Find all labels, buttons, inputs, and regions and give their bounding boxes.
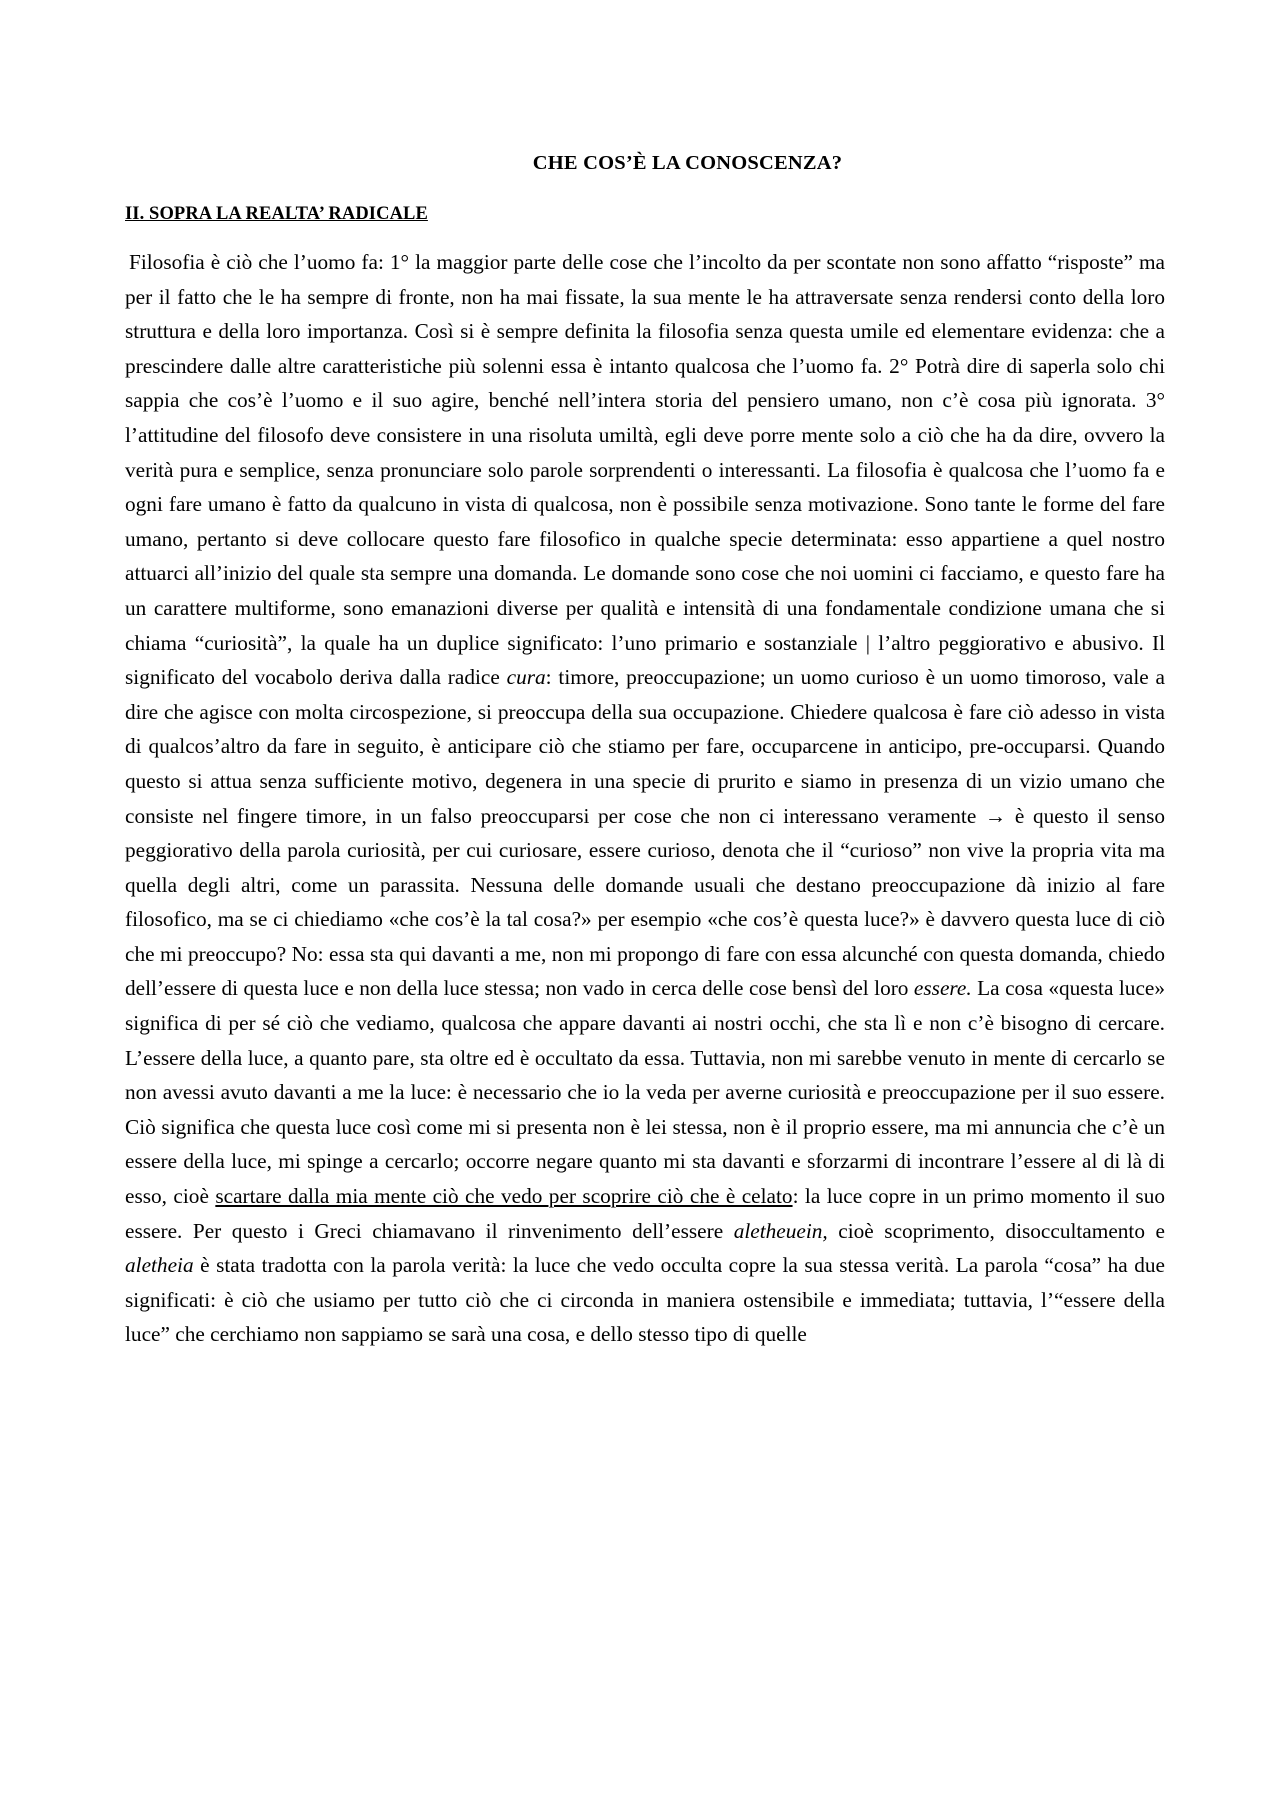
text-run: è questo il senso peggiorativo della parola curiosità, per cui curiosare, essere curioso, denota che il “curioso” non vive la propria vita ma quella degli altri, come un parassita. Nessuna delle domande usuali che destano preoccupazione dà inizio al fare filosofico, ma se ci chiediamo «che cos’è la tal cosa?» per esempio «che cos’è questa luce?» è davvero questa luce di ciò che mi preoccupo? No: essa sta qui davanti a me, non mi propongo di fare con essa alcunché con questa domanda, chiedo dell’essere di questa luce e non della luce stessa; non vado in cerca delle cose bensì del loro xyxy=(125,803,1165,1001)
body-paragraph xyxy=(125,245,1165,1352)
text-run: : timore, preoccupazione; un uomo curioso è un uomo timoroso, vale a dire che agisce con molta circospezione, si preoccupa della sua occupazione. Chiedere qualcosa è fare ciò adesso in vista di qualcos’altro da fare in seguito, è anticipare ciò che stiamo per fare, occuparcene in anticipo, pre-occuparsi. Quando questo si attua senza sufficiente motivo, degenera in una specie di prurito e siamo in presenza di un vizio umano che consiste nel fingere timore, in un falso preoccuparsi per cose che non ci interessano veramente xyxy=(125,665,1165,828)
italic-term-cura: cura xyxy=(506,665,546,690)
text-run: : la luce copre in un primo momento il suo essere. Per questo i Greci chiamavano il rinvenimento dell’essere xyxy=(125,1184,1165,1243)
italic-term-essere: essere. xyxy=(913,976,972,1001)
text-run: La cosa «questa luce» significa di per sé ciò che vediamo, qualcosa che appare davanti ai nostri occhi, che sta lì e non c’è bisogno di cercare. L’essere della luce, a quanto pare, sta oltre ed è occultato da essa. Tuttavia, non mi sarebbe venuto in mente di cercarlo se non avessi avuto davanti a me la luce: è necessario che io la veda per averne curiosità e preoccupazione per il suo essere. Ciò significa che questa luce così come mi si presenta non è lei stessa, non è il proprio essere, ma mi annuncia che c’è un essere della luce, mi spinge a cercarlo; occorre negare quanto mi sta davanti e sforzarmi di incontrare l’essere al di là di esso, cioè xyxy=(125,976,1165,1209)
page-title-text: CHE COS’È LA CONOSCENZA? xyxy=(532,152,843,174)
text-run: Filosofia è ciò che l’uomo fa: 1° la maggior parte delle cose che l’incolto da per scontate non sono affatto “risposte” ma per il fatto che le ha sempre di fronte, non ha mai fissate, la sua mente le ha attraversate senza rendersi conto della loro struttura e della loro importanza. Così si è sempre definita la filosofia senza questa umile ed elementare evidenza: che a prescindere dalle altre caratteristiche più solenni essa è intanto qualcosa che l’uomo fa. 2° Potrà dire di saperla solo chi sappia che cos’è l’uomo e il suo agire, benché nell’intera storia del pensiero umano, non c’è cosa più ignorata. 3° l’attitudine del filosofo deve consistere in una risoluta umiltà, egli deve porre mente solo a ciò che ha da dire, ovvero la verità pura e semplice, senza pronunciare solo parole sorprendenti o interessanti. La filosofia è qualcosa che l’uomo fa e ogni fare umano è fatto da qualcuno in vista di qualcosa, non è possibile senza motivazione. Sono tante le forme del fare umano, pertanto si deve collocare questo fare filosofico in qualche specie determinata: esso appartiene a quel nostro attuarci all’inizio del quale sta sempre una domanda. Le domande sono cose che noi uomini ci facciamo, e questo fare ha un carattere multiforme, sono emanazioni diverse per qualità e intensità di una fondamentale condizione umana che si chiama “curiosità”, la quale ha un duplice significato: l’uno primario e sostanziale | l’altro peggiorativo e abusivo. Il significato del vocabolo deriva dalla radice xyxy=(125,250,1165,690)
text-run: è stata tradotta con la parola verità: la luce che vedo occulta copre la sua stessa verità. La parola “cosa” ha due significati: è ciò che usiamo per tutto ciò che ci circonda in maniera ostensibile e immediata; tuttavia, l’“essere della luce” che cerchiamo non sappiamo se sarà una cosa, e dello stesso tipo di quelle xyxy=(125,1253,1165,1347)
italic-term-aletheia: aletheia xyxy=(125,1253,194,1278)
underlined-phrase: scartare dalla mia mente ciò che vedo per scoprire ciò che è celato xyxy=(215,1184,793,1209)
italic-term-aletheuein: aletheuein, xyxy=(733,1218,828,1243)
text-run: cioè scoprimento, disoccultamento e xyxy=(827,1218,1165,1243)
section-heading: II. SOPRA LA REALTA’ RADICALE xyxy=(125,204,428,224)
page-title xyxy=(0,152,1280,175)
arrow-right-icon: → xyxy=(984,803,1007,828)
